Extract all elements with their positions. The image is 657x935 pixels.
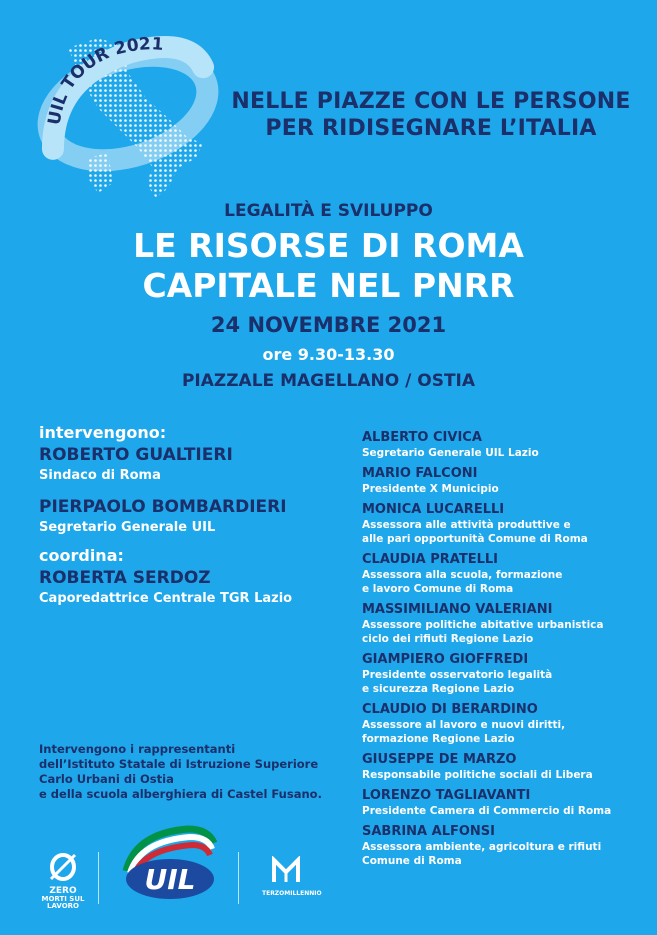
guest-item bbox=[362, 552, 647, 596]
students-line: Intervengono i rappresentanti bbox=[39, 742, 236, 756]
students-line: e della scuola alberghiera di Castel Fusano. bbox=[39, 787, 322, 801]
guest-name: MASSIMILIANO VALERIANI bbox=[362, 602, 553, 617]
guest-role: ciclo dei rifiuti Regione Lazio bbox=[362, 633, 534, 645]
title-line-1: LE RISORSE DI ROMA bbox=[133, 226, 524, 265]
event-time: ore 9.30-13.30 bbox=[262, 345, 395, 364]
guest-role: Presidente osservatorio legalità bbox=[362, 669, 553, 681]
guest-role: e sicurezza Regione Lazio bbox=[362, 683, 515, 695]
guest-role: Presidente X Municipio bbox=[362, 483, 499, 495]
guest-role: Comune di Roma bbox=[362, 855, 462, 867]
guest-name: MARIO FALCONI bbox=[362, 466, 478, 481]
coordina-label: coordina: bbox=[39, 546, 124, 565]
students-line: dell’Istituto Statale di Istruzione Superiore bbox=[39, 757, 319, 771]
guest-name: CLAUDIA PRATELLI bbox=[362, 552, 498, 567]
guest-role: Assessora alle attività produttive e bbox=[362, 519, 571, 531]
terzo-millennio-logo bbox=[262, 856, 322, 897]
guest-item bbox=[362, 502, 647, 546]
guest-role: Presidente Camera di Commercio di Roma bbox=[362, 805, 612, 817]
guest-role: Assessore politiche abitative urbanistica bbox=[362, 619, 604, 631]
event-subtitle: LEGALITÀ E SVILUPPO bbox=[224, 201, 433, 221]
footer-divider bbox=[98, 852, 99, 904]
guest-name: GIUSEPPE DE MARZO bbox=[362, 752, 517, 767]
event-title bbox=[0, 226, 657, 306]
guest-name: MONICA LUCARELLI bbox=[362, 502, 505, 517]
guest-role: Responsabile politiche sociali di Libera bbox=[362, 769, 593, 781]
guest-role: Assessore al lavoro e nuovi diritti, bbox=[362, 719, 566, 731]
zero-icon bbox=[46, 852, 80, 882]
guest-item bbox=[362, 752, 647, 782]
main-speakers bbox=[39, 423, 349, 606]
guest-role: alle pari opportunità Comune di Roma bbox=[362, 533, 588, 545]
zero-logo-line: LAVORO bbox=[47, 902, 79, 910]
guest-item bbox=[362, 788, 647, 818]
speaker-role: Segretario Generale UIL bbox=[39, 520, 216, 535]
guest-name: LORENZO TAGLIAVANTI bbox=[362, 788, 531, 803]
guest-name: ALBERTO CIVICA bbox=[362, 430, 482, 445]
guest-role: formazione Regione Lazio bbox=[362, 733, 515, 745]
speaker-name: PIERPAOLO BOMBARDIERI bbox=[39, 497, 287, 517]
guest-name: SABRINA ALFONSI bbox=[362, 824, 496, 839]
guest-role: Segretario Generale UIL Lazio bbox=[362, 447, 539, 459]
guest-speakers bbox=[362, 430, 647, 874]
guest-item bbox=[362, 702, 647, 746]
uil-logo bbox=[118, 823, 218, 903]
students-note bbox=[39, 742, 359, 802]
students-line: Carlo Urbani di Ostia bbox=[39, 772, 174, 786]
zero-logo-line: ZERO bbox=[49, 886, 77, 896]
tagline bbox=[226, 88, 636, 142]
guest-name: GIAMPIERO GIOFFREDI bbox=[362, 652, 529, 667]
tagline-line-2: PER RIDISEGNARE L’ITALIA bbox=[265, 116, 597, 141]
title-line-2: CAPITALE NEL PNRR bbox=[142, 266, 515, 305]
guest-name: CLAUDIO DI BERARDINO bbox=[362, 702, 538, 717]
coordinator-role: Caporedattrice Centrale TGR Lazio bbox=[39, 591, 293, 606]
event-date: 24 NOVEMBRE 2021 bbox=[210, 313, 447, 337]
event-place: PIAZZALE MAGELLANO / OSTIA bbox=[181, 371, 476, 391]
speaker-name: ROBERTO GUALTIERI bbox=[39, 445, 233, 465]
zero-logo-line: MORTI SUL bbox=[41, 895, 85, 903]
guest-item bbox=[362, 824, 647, 868]
coordinator-name: ROBERTA SERDOZ bbox=[39, 568, 211, 588]
footer-divider bbox=[238, 852, 239, 904]
guest-role: e lavoro Comune di Roma bbox=[362, 583, 514, 595]
terzo-logo-text: TERZOMILLENNIO bbox=[262, 890, 322, 897]
guest-role: Assessora alla scuola, formazione bbox=[362, 569, 563, 581]
uil-logo-text: UIL bbox=[144, 863, 196, 896]
guest-item bbox=[362, 466, 647, 496]
ring-text: UIL TOUR 2021 bbox=[44, 34, 165, 127]
intervengono-label: intervengono: bbox=[39, 423, 167, 442]
guest-item bbox=[362, 602, 647, 646]
tagline-line-1: NELLE PIAZZE CON LE PERSONE bbox=[231, 89, 631, 114]
guest-item bbox=[362, 430, 647, 460]
guest-item bbox=[362, 652, 647, 696]
uil-tour-logo bbox=[28, 18, 228, 218]
speaker-role: Sindaco di Roma bbox=[39, 468, 161, 483]
guest-role: Assessora ambiente, agricoltura e rifiuti bbox=[362, 841, 602, 853]
m-icon bbox=[271, 856, 301, 884]
zero-morti-logo bbox=[40, 852, 86, 910]
